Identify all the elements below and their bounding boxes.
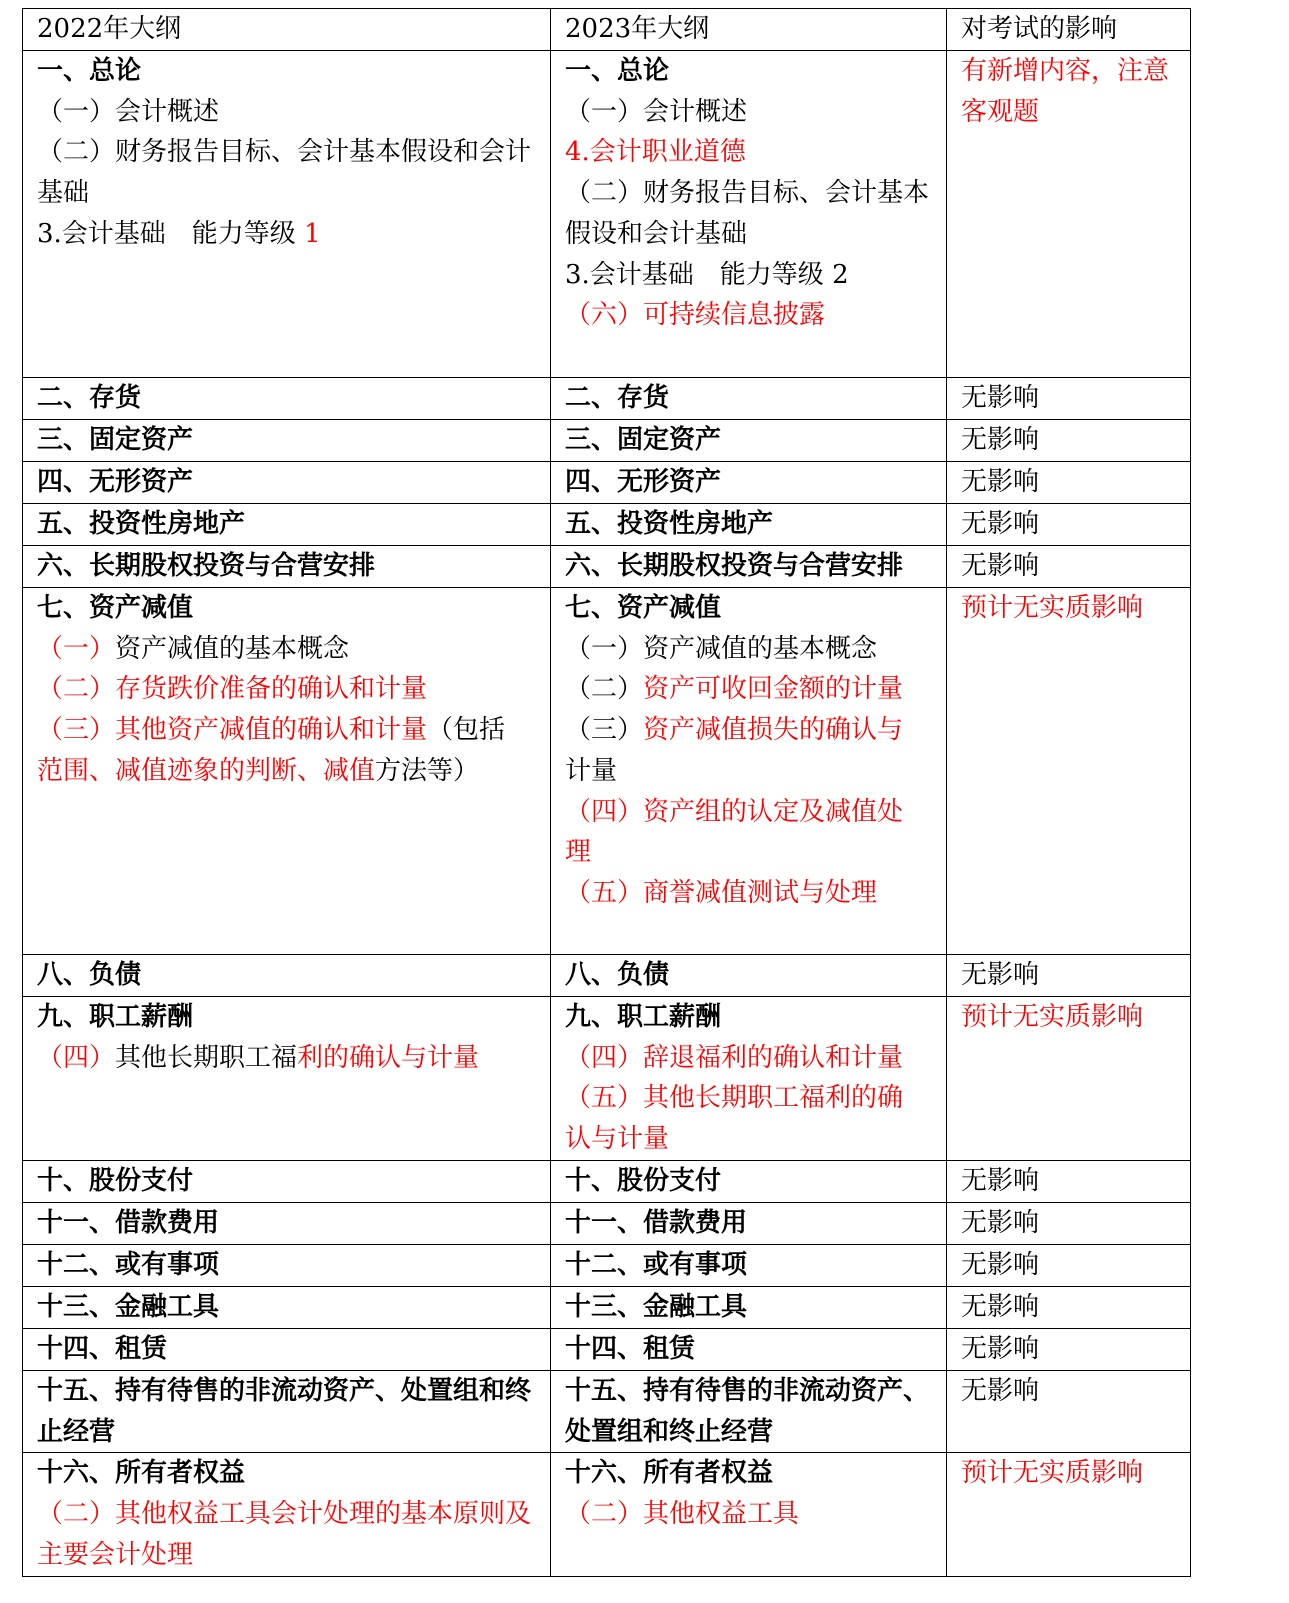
outline-2023-line: 4.会计职业道德 [565,137,746,168]
cell-exam-impact [947,420,1191,462]
text-segment: （一） [37,633,116,664]
outline-2023-line: （一）会计概述 [565,96,748,127]
impact-text: 无影响 [961,383,1040,413]
impact-text: 无影响 [961,1250,1040,1280]
impact-text: 预计无实质影响 [961,1002,1144,1032]
cell-2023-outline [551,588,947,955]
impact-text: 预计无实质影响 [961,1458,1144,1489]
cell-2023-outline [551,1161,947,1203]
outline-2023-line: 理 [565,837,592,868]
outline-2023-line: 十三、金融工具 [565,1292,748,1322]
table-row [23,997,1191,1161]
syllabus-comparison-table [22,8,1191,1577]
table-row [23,51,1191,378]
cell-exam-impact [947,588,1191,955]
cell-2023-outline [551,1287,947,1329]
outline-2022-line: （二）存货跌价准备的确认和计量 [37,674,428,705]
header-exam-impact [947,9,1191,51]
outline-2023-line: （五）其他长期职工福利的确 [565,1083,904,1114]
outline-2022-line [37,710,542,751]
outline-2023-line: 三、固定资产 [565,425,722,455]
header-impact-label: 对考试的影响 [961,14,1118,44]
table-row [23,1287,1191,1329]
outline-2023-line: 五、投资性房地产 [565,509,774,539]
impact-text: 无影响 [961,509,1040,539]
cell-2022-outline [23,462,551,504]
cell-2022-outline [23,504,551,546]
outline-2022-line [37,214,542,255]
cell-exam-impact [947,1329,1191,1371]
cell-2022-outline [23,1203,551,1245]
cell-exam-impact [947,1371,1191,1453]
outline-2023-line: 十五、持有待售的非流动资产、处置组和终止经营 [565,1376,930,1447]
cell-exam-impact [947,1287,1191,1329]
outline-2022-line: （二）其他权益工具会计处理的基本原则及主要会计处理 [37,1499,532,1570]
outline-2023-line: 九、职工薪酬 [565,1002,722,1032]
cell-exam-impact [947,1245,1191,1287]
cell-2022-outline [23,1329,551,1371]
outline-2022-line: 十三、金融工具 [37,1292,220,1322]
outline-2022-line: 十五、持有待售的非流动资产、处置组和终止经营 [37,1376,532,1447]
outline-2022-line [37,629,542,670]
table-row [23,1203,1191,1245]
text-segment: 方法等） [375,755,480,786]
header-2022-outline [23,9,551,51]
cell-exam-impact [947,51,1191,378]
text-segment: 资产减值损失的确认与 [643,715,904,746]
outline-2023-line: （四）资产组的认定及减值处 [565,796,904,827]
cell-exam-impact [947,1453,1191,1576]
outline-2023-line: 四、无形资产 [565,467,722,497]
outline-2023-line [565,710,938,751]
text-segment: 范围、减值迹象的判断、减值 [37,755,376,786]
cell-2022-outline [23,1161,551,1203]
outline-2022-line: 一、总论 [37,56,142,86]
outline-2022-line: 十、股份支付 [37,1166,194,1196]
table-row [23,1245,1191,1287]
outline-2023-line: （四）辞退福利的确认和计量 [565,1042,904,1073]
cell-2023-outline [551,420,947,462]
impact-text: 无影响 [961,1166,1040,1196]
outline-2022-line: （一）会计概述 [37,96,220,127]
table-header-row [23,9,1191,51]
outline-2022-line: 二、存货 [37,383,142,413]
outline-2022-line: 六、长期股权投资与合营安排 [37,551,376,581]
outline-2022-line: 五、投资性房地产 [37,509,246,539]
outline-2023-line: 二、存货 [565,383,670,413]
cell-2023-outline [551,1203,947,1245]
cell-exam-impact [947,546,1191,588]
impact-text: 有新增内容，注意客观题 [961,56,1170,127]
cell-2023-outline [551,51,947,378]
cell-2022-outline [23,1245,551,1287]
impact-text: 无影响 [961,1334,1040,1364]
cell-2022-outline [23,1453,551,1576]
text-segment: 资产可收回金额的计量 [643,674,904,705]
impact-text: 无影响 [961,1376,1040,1406]
text-segment: 其他长期职工福 [115,1042,298,1073]
outline-2022-line: 四、无形资产 [37,467,194,497]
table-row [23,955,1191,997]
cell-2022-outline [23,378,551,420]
text-segment: （包括 [427,715,506,746]
cell-2023-outline [551,1371,947,1453]
table-row [23,420,1191,462]
table-row [23,588,1191,955]
outline-2023-line: （一）资产减值的基本概念 [565,633,878,664]
outline-2022-line: 七、资产减值 [37,593,194,623]
outline-2022-line: 十一、借款费用 [37,1208,220,1238]
header-2022-label: 2022年大纲 [37,14,182,44]
text-segment: （三） [565,715,644,746]
cell-2022-outline [23,1287,551,1329]
cell-2023-outline [551,955,947,997]
outline-2023-line: 十六、所有者权益 [565,1458,774,1489]
outline-2023-line: 3.会计基础 能力等级 2 [565,259,849,290]
cell-2023-outline [551,462,947,504]
outline-2023-line: （六）可持续信息披露 [565,300,826,331]
impact-text: 无影响 [961,960,1040,990]
outline-2022-line: 八、负债 [37,960,142,990]
outline-2023-line: 六、长期股权投资与合营安排 [565,551,904,581]
text-segment: 1 [304,218,321,249]
cell-exam-impact [947,378,1191,420]
outline-2022-line: 九、职工薪酬 [37,1002,194,1032]
outline-2022-line: 十六、所有者权益 [37,1458,246,1489]
cell-exam-impact [947,955,1191,997]
cell-2022-outline [23,588,551,955]
outline-2022-line: 十二、或有事项 [37,1250,220,1280]
outline-2022-line: 十四、租赁 [37,1334,168,1364]
outline-2023-line: 一、总论 [565,56,670,86]
impact-text: 无影响 [961,467,1040,497]
impact-text: 无影响 [961,551,1040,581]
cell-2023-outline [551,1453,947,1576]
text-segment: （四） [37,1042,116,1073]
outline-2023-line: 十二、或有事项 [565,1250,748,1280]
cell-exam-impact [947,1161,1191,1203]
table-row [23,546,1191,588]
cell-2023-outline [551,1329,947,1371]
outline-2022-line: 三、固定资产 [37,425,194,455]
outline-2022-line [37,1038,542,1079]
cell-exam-impact [947,462,1191,504]
table-row [23,462,1191,504]
impact-text: 无影响 [961,1292,1040,1322]
impact-text: 预计无实质影响 [961,593,1144,623]
text-segment: 3.会计基础 能力等级 [37,218,305,249]
cell-2022-outline [23,997,551,1161]
header-2023-outline [551,9,947,51]
table-row [23,1329,1191,1371]
cell-2023-outline [551,997,947,1161]
cell-2023-outline [551,546,947,588]
outline-2023-line: 七、资产减值 [565,593,722,623]
outline-2023-line: 计量 [565,755,618,786]
outline-2023-line: 认与计量 [565,1124,670,1155]
impact-text: 无影响 [961,425,1040,455]
outline-2023-line: 十四、租赁 [565,1334,696,1364]
cell-exam-impact [947,1203,1191,1245]
table-row [23,1161,1191,1203]
impact-text: 无影响 [961,1208,1040,1238]
cell-2022-outline [23,546,551,588]
outline-2023-line: 十一、借款费用 [565,1208,748,1238]
outline-2023-line: （五）商誉减值测试与处理 [565,877,878,908]
header-2023-label: 2023年大纲 [565,14,710,44]
cell-2022-outline [23,51,551,378]
text-segment: 利的确认与计量 [297,1042,480,1073]
cell-2023-outline [551,504,947,546]
cell-2022-outline [23,420,551,462]
table-row [23,1371,1191,1453]
outline-2023-line: （二）财务报告目标、会计基本假设和会计基础 [565,178,930,249]
cell-2023-outline [551,1245,947,1287]
outline-2023-line: （二）其他权益工具 [565,1499,800,1530]
cell-exam-impact [947,504,1191,546]
table-row [23,504,1191,546]
outline-2022-line [37,751,542,792]
outline-2023-line: 八、负债 [565,960,670,990]
text-segment: 资产减值的基本概念 [115,633,350,664]
cell-2022-outline [23,955,551,997]
outline-2023-line: 十、股份支付 [565,1166,722,1196]
outline-2023-line [565,669,938,710]
text-segment: （三）其他资产减值的确认和计量 [37,715,428,746]
outline-2022-line: （二）财务报告目标、会计基本假设和会计基础 [37,137,532,209]
table-row [23,1453,1191,1576]
cell-2022-outline [23,1371,551,1453]
cell-2023-outline [551,378,947,420]
text-segment: （二） [565,674,644,705]
table-row [23,378,1191,420]
cell-exam-impact [947,997,1191,1161]
